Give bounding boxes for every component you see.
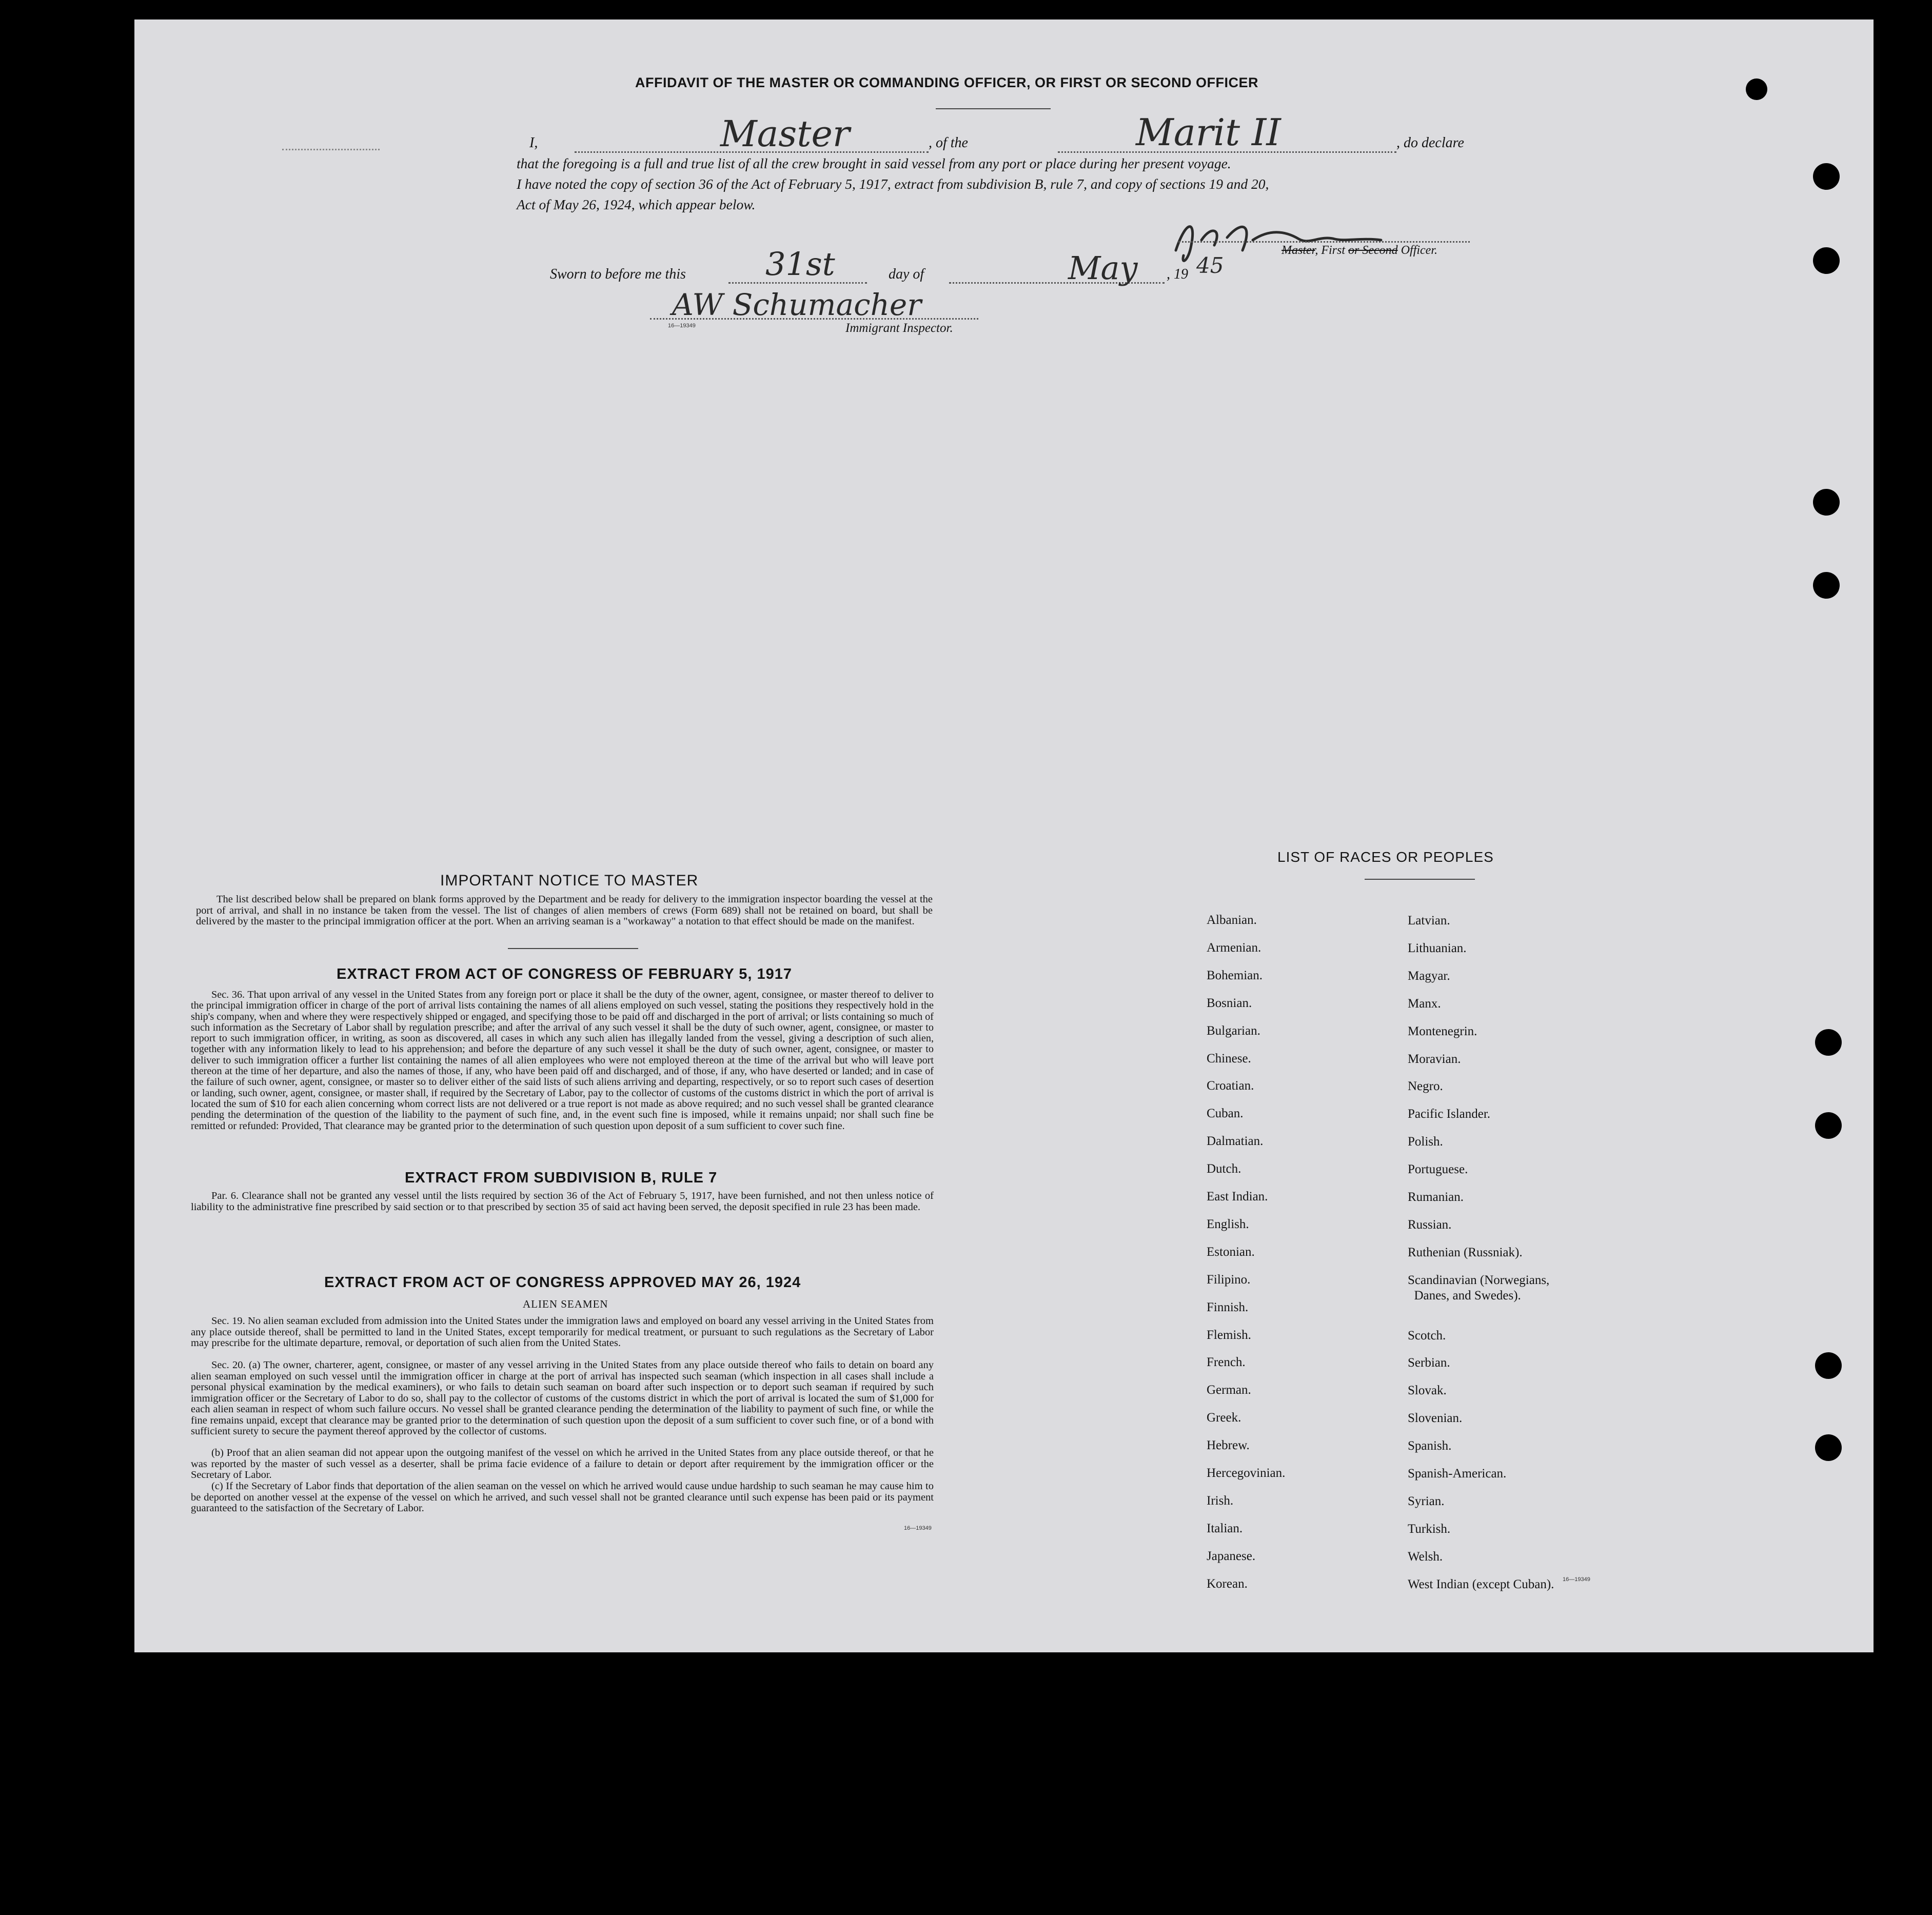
- year-prefix: , 19: [1167, 266, 1188, 282]
- race-item: Manx.: [1408, 996, 1441, 1011]
- race-item: English.: [1207, 1217, 1249, 1231]
- handwritten-day: 31st: [765, 245, 835, 283]
- race-item: Cuban.: [1207, 1107, 1244, 1121]
- binder-hole: [1815, 1352, 1842, 1379]
- race-item: Hebrew.: [1207, 1438, 1250, 1453]
- races-title: LIST OF RACES OR PEOPLES: [1277, 849, 1494, 865]
- affidavit-title: AFFIDAVIT OF THE MASTER OR COMMANDING OFFICER, OR FIRST OR SECOND OFFICER: [635, 75, 1258, 90]
- race-item: Ruthenian (Russniak).: [1408, 1245, 1523, 1259]
- i-label: I,: [529, 135, 538, 151]
- race-item: Turkish.: [1408, 1522, 1451, 1536]
- binder-hole: [1815, 1112, 1842, 1139]
- officer-title: [1282, 244, 1437, 258]
- race-item: Japanese.: [1207, 1549, 1256, 1563]
- affidavit-body-line1: that the foregoing is a full and true list of all the crew brought in said vessel from any port or place during her present voyage.: [517, 155, 1231, 171]
- race-item: Armenian.: [1207, 940, 1261, 955]
- race-item: Portuguese.: [1408, 1162, 1468, 1177]
- extract1917-title: EXTRACT FROM ACT OF CONGRESS OF FEBRUARY 5, 1917: [337, 966, 793, 982]
- races-divider: [1365, 879, 1475, 880]
- race-item: Bohemian.: [1207, 968, 1263, 982]
- race-item: Lithuanian.: [1408, 941, 1467, 955]
- race-item: Magyar.: [1408, 969, 1450, 983]
- affidavit-form-code: 16—19349: [668, 323, 696, 329]
- race-item: West Indian (except Cuban).: [1408, 1577, 1554, 1591]
- extract1924-title: EXTRACT FROM ACT OF CONGRESS APPROVED MAY 26, 1924: [324, 1274, 801, 1291]
- handwritten-year: 45: [1196, 253, 1224, 278]
- day-of-label: day of: [889, 266, 924, 282]
- race-item: Greek.: [1207, 1411, 1241, 1425]
- officer-first: , First: [1315, 244, 1346, 257]
- race-item: Scandinavian (Norwegians, Danes, and Swedes).: [1408, 1273, 1550, 1302]
- race-item: Rumanian.: [1408, 1190, 1464, 1204]
- binder-hole: [1813, 489, 1840, 516]
- sec20c-text: (c) If the Secretary of Labor finds that deportation of the alien seaman on the vessel on which he arrived would cause undue hardship to such seaman he may cause him to be deported on another vessel at the expense of the vessel on which he arrived, and such vessel shall not be granted clearance until such expense has been paid or its payment guaranteed to the satisfaction of the Secretary of Labor.: [191, 1480, 934, 1514]
- race-item: Italian.: [1207, 1521, 1243, 1535]
- binder-hole: [1815, 1434, 1842, 1461]
- document-page: [134, 19, 1874, 1652]
- race-item: Croatian.: [1207, 1079, 1254, 1093]
- race-item: Slovak.: [1408, 1384, 1447, 1398]
- binder-hole: [1813, 572, 1840, 599]
- inspector-label: Immigrant Inspector.: [845, 321, 953, 335]
- binder-hole: [1746, 78, 1767, 100]
- race-item: Flemish.: [1207, 1328, 1251, 1342]
- race-item: East Indian.: [1207, 1190, 1268, 1203]
- inspector-line: [650, 318, 978, 320]
- extract1924-subtitle: ALIEN SEAMEN: [523, 1298, 608, 1310]
- stray-marks: [282, 149, 380, 155]
- race-item: Negro.: [1408, 1079, 1443, 1094]
- notice-divider: [508, 948, 638, 949]
- race-item: Latvian.: [1408, 914, 1450, 927]
- of-the-label: , of the: [929, 135, 968, 151]
- officer-suffix: Officer.: [1397, 244, 1438, 257]
- race-item: Spanish-American.: [1408, 1467, 1507, 1480]
- race-item: Dalmatian.: [1207, 1134, 1264, 1149]
- race-item: Slovenian.: [1408, 1411, 1463, 1426]
- race-item: Finnish.: [1207, 1300, 1249, 1314]
- races-form-code: 16—19349: [1563, 1576, 1590, 1583]
- race-item: Montenegrin.: [1408, 1024, 1477, 1038]
- extract1917-text: Sec. 36. That upon arrival of any vessel in the United States from any foreign port or place it shall be the duty of the owner, agent, consignee, or master thereof to deliver to the principal immigration officer in charge of the port of arrival lists containing the names of all aliens employed on such vessel, stating the positions they respectively hold in the ship's company, when and where they were respectively shipped or engaged, and specifying those to be paid off and discharged in the port of arrival; or lists containing so much of such information as the Secretary of Labor shall by regulation prescribe; and after the arrival of any such vessel it shall be the duty of such owner, agent, consignee, or master to report to such immigration officer, in writing, as soon as discovered, all cases in which any such alien has illegally landed from the vessel, giving a description of such alien, together with any information likely to lead to his apprehension; and before the departure of any such vessel it shall be the duty of such owner, agent, consignee, or master to deliver to such immigration officer a further list containing the names of all alien employees who were not employed thereon at the time of the arrival but who will leave port thereon at the time of her departure, and also the names of those, if any, who have been paid off and discharged, and of those, if any, who have deserted or landed; and in case of the failure of such owner, agent, consignee, or master so to deliver either of the said lists of such aliens arriving and departing, respectively, or so to report such cases of desertion or landing, such owner, agent, consignee, or master shall, if required by the Secretary of Labor, pay to the collector of customs of the customs district in which the port of arrival is located the sum of $10 for each alien concerning whom correct lists are not delivered or a true report is not made as above required; and no such vessel shall be granted clearance pending the determination of the question of the liability to the payment of such fine, and, in the event such fine is imposed, while it remains unpaid; nor shall such fine be remitted or refunded: Provided, That clearance may be granted prior to the determination of such question upon deposit of a sum sufficient to cover such fine.: [191, 989, 934, 1132]
- race-item: Scotch.: [1408, 1328, 1446, 1343]
- race-item: Welsh.: [1408, 1549, 1443, 1564]
- handwritten-rank: Master: [720, 113, 850, 155]
- race-item: Bulgarian.: [1207, 1023, 1260, 1038]
- race-item: French.: [1207, 1355, 1246, 1370]
- notice-title: IMPORTANT NOTICE TO MASTER: [440, 872, 699, 889]
- rule7-title: EXTRACT FROM SUBDIVISION B, RULE 7: [405, 1170, 718, 1186]
- race-item: Korean.: [1207, 1576, 1248, 1591]
- race-item: Pacific Islander.: [1408, 1107, 1491, 1121]
- race-item: Polish.: [1408, 1135, 1443, 1149]
- binder-hole: [1813, 163, 1840, 190]
- race-item: Filipino.: [1207, 1272, 1251, 1287]
- sec19-text: Sec. 19. No alien seaman excluded from admission into the United States under the immigration laws and employed on board any vessel arriving in the United States from any place outside thereof, shall be permitted to land in the United States, except temporarily for medical treatment, or pursuant to such regulations as the Secretary of Labor may prescribe for the ultimate departure, removal, or deportation of such alien from the United States.: [191, 1315, 934, 1349]
- officer-master-struck: Master: [1282, 244, 1315, 257]
- binder-hole: [1813, 247, 1840, 274]
- race-item: Albanian.: [1207, 913, 1257, 927]
- race-item: Chinese.: [1207, 1051, 1251, 1065]
- race-item: Dutch.: [1207, 1162, 1241, 1176]
- race-item: Estonian.: [1207, 1245, 1255, 1259]
- race-item: Syrian.: [1408, 1494, 1445, 1508]
- binder-hole: [1815, 1029, 1842, 1056]
- do-declare-label: , do declare: [1396, 135, 1464, 151]
- notice-text: The list described below shall be prepared on blank forms approved by the Department and be ready for delivery to the immigration inspector boarding the vessel at the port of arrival, and shall in no instance be taken from the vessel. The list of changes of alien members of crews (Form 689) shall not be retained on board, but shall be delivered by the master to the principal immigration officer at the port. When an arriving seaman is a "workaway" a notation to that effect should be made on the manifest.: [196, 894, 933, 927]
- sec20b-text: (b) Proof that an alien seaman did not appear upon the outgoing manifest of the vessel on which he arrived in the United States from any place outside thereof, or that he was reported by the master of such vessel as a deserter, shall be prima facie evidence of a failure to detain or deport after requirement by the immigration officer or the Secretary of Labor.: [191, 1447, 934, 1480]
- officer-or-second-struck: or Second: [1348, 244, 1398, 257]
- signature-line: [1178, 241, 1470, 243]
- race-item: Serbian.: [1408, 1356, 1450, 1370]
- race-item: Bosnian.: [1207, 996, 1252, 1010]
- race-item: Spanish.: [1408, 1439, 1452, 1453]
- handwritten-vessel: Marit II: [1136, 111, 1281, 154]
- race-item: German.: [1207, 1383, 1251, 1397]
- race-item: Moravian.: [1408, 1052, 1461, 1066]
- sworn-label: Sworn to before me this: [550, 266, 686, 282]
- race-item: Hercegovinian.: [1207, 1466, 1286, 1480]
- affidavit-body-line2: I have noted the copy of section 36 of the Act of February 5, 1917, extract from subdivision B, rule 7, and copy of sections 19 and 20,: [517, 176, 1269, 192]
- affidavit-body-line3: Act of May 26, 1924, which appear below.: [517, 196, 756, 212]
- sec20a-text: Sec. 20. (a) The owner, charterer, agent, consignee, or master of any vessel arriving in the United States from any place outside thereof who fails to detain on board any alien seaman employed on such vessel until the immigration officer in charge at the port of arrival has inspected such seaman (which inspection in all cases shall include a personal physical examination by the medical examiners), or who fails to detain such seaman on board after such inspection or to deport such seaman if required by such immigration officer or the Secretary of Labor to do so, shall pay to the collector of customs of the customs district in which the port of arrival is located the sum of $1,000 for each alien seaman in respect of whom such failure occurs. No vessel shall be granted clearance pending the determination of the liability to payment of such fine, or while the fine remains unpaid, except that clearance may be granted prior to the determination of such question upon the deposit of a sum sufficient to cover such fine, or of a bond with sufficient surety to secure the payment thereof approved by the collector of customs.: [191, 1359, 934, 1437]
- extract-form-code: 16—19349: [904, 1525, 932, 1531]
- inspector-signature: AW Schumacher: [672, 287, 921, 322]
- title-divider: [936, 108, 1051, 109]
- handwritten-month: May: [1068, 249, 1138, 287]
- race-item: Irish.: [1207, 1493, 1234, 1508]
- rule7-text: Par. 6. Clearance shall not be granted any vessel until the lists required by section 36 of the Act of February 5, 1917, have been furnished, and not then unless notice of liability to the administrative fine prescribed by said section or to that prescribed by section 35 of said act having been served, the deposit specified in rule 23 has been made.: [191, 1190, 934, 1213]
- race-item: Russian.: [1408, 1217, 1452, 1232]
